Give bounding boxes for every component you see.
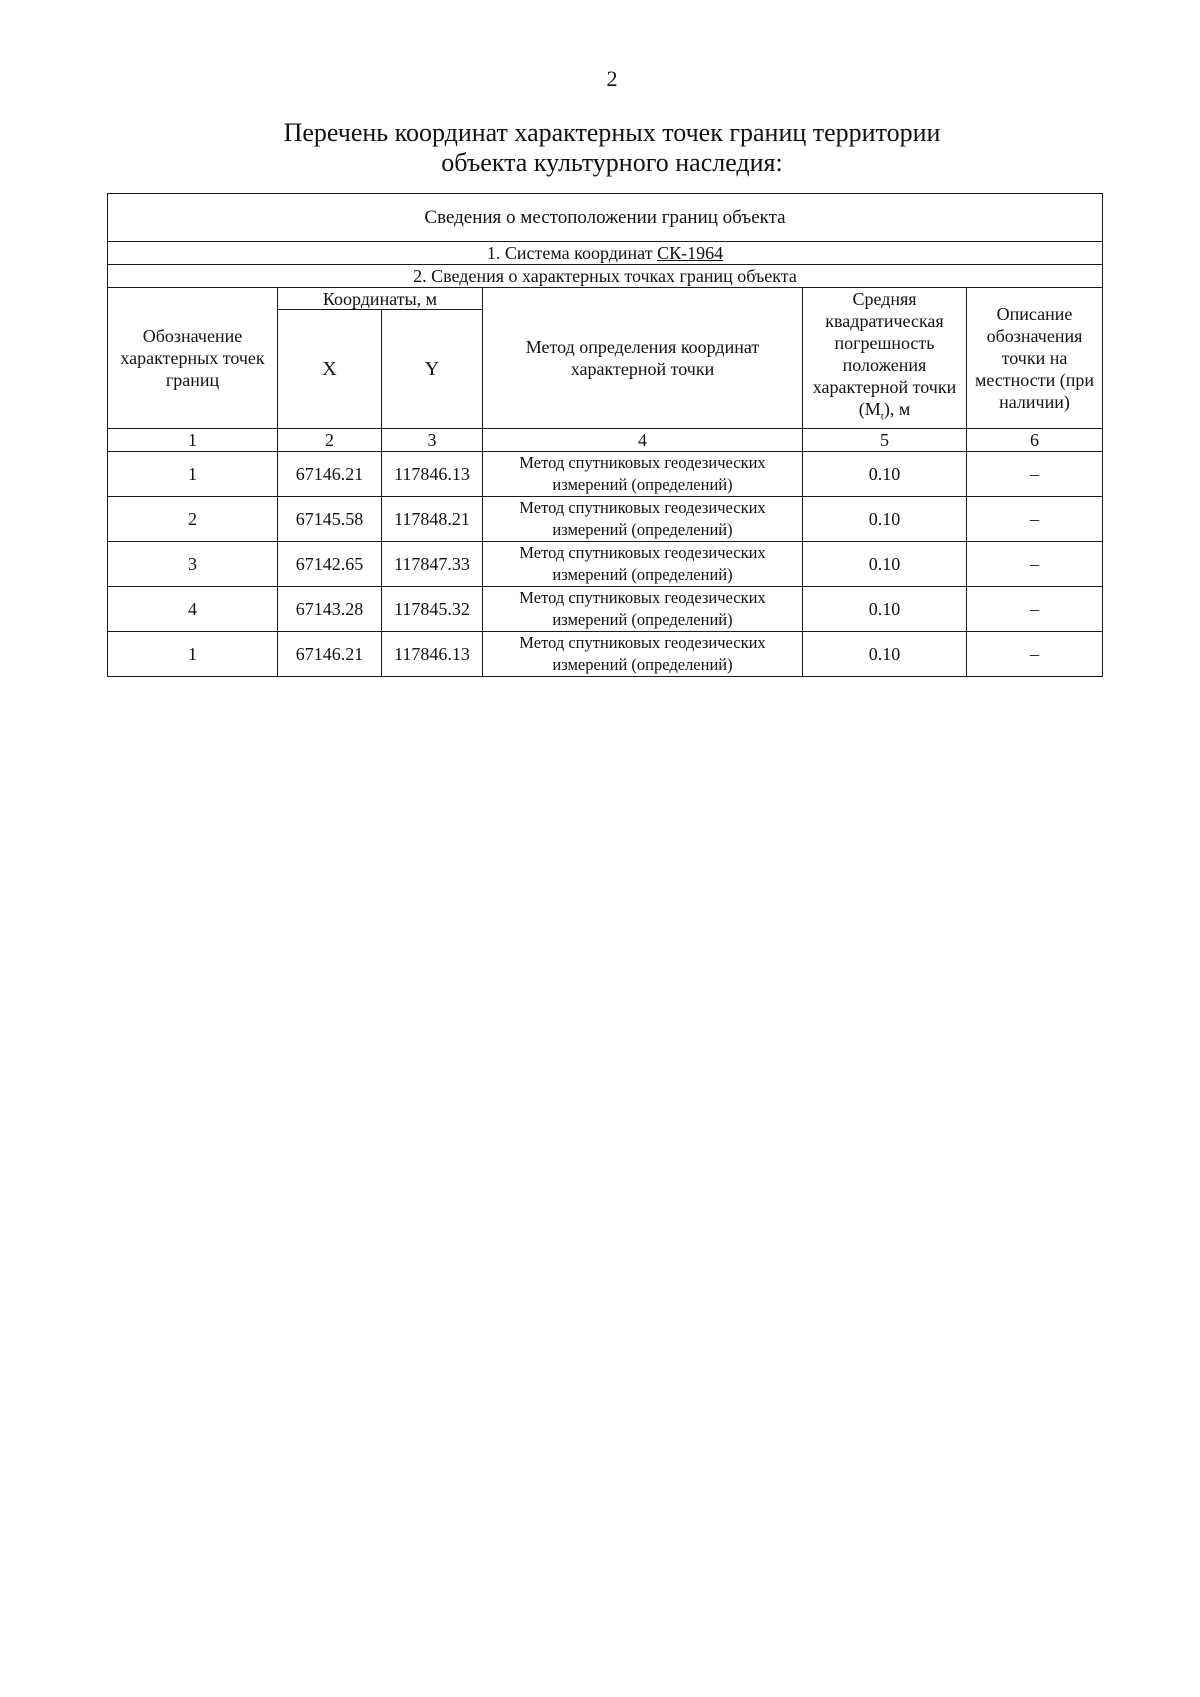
- cell-description: –: [967, 586, 1103, 631]
- page-title-line-1: Перечень координат характерных точек границ территории: [283, 118, 941, 147]
- column-number: 3: [382, 428, 483, 451]
- column-number: 1: [108, 428, 278, 451]
- cell-error: 0.10: [803, 541, 967, 586]
- table-row: [108, 586, 1103, 631]
- table-row: [108, 496, 1103, 541]
- cell-y: 117846.13: [382, 631, 483, 676]
- col-header-designation: Обозначение характерных точек границ: [108, 288, 278, 429]
- cell-method: Метод спутниковых геодезических измерений (определений): [483, 586, 803, 631]
- cell-method: Метод спутниковых геодезических измерений (определений): [483, 541, 803, 586]
- cell-description: –: [967, 541, 1103, 586]
- col-header-method: Метод определения координат характерной точки: [483, 288, 803, 429]
- coord-system-row: [108, 242, 1103, 265]
- col-header-description: Описание обозначения точки на местности (при наличии): [967, 288, 1103, 429]
- column-number: 4: [483, 428, 803, 451]
- coord-system-value: СК-1964: [657, 243, 724, 263]
- cell-description: –: [967, 451, 1103, 496]
- cell-y: 117845.32: [382, 586, 483, 631]
- cell-x: 67146.21: [278, 451, 382, 496]
- points-info-row: 2. Сведения о характерных точках границ объекта: [108, 265, 1103, 288]
- cell-method: Метод спутниковых геодезических измерений (определений): [483, 496, 803, 541]
- cell-description: –: [967, 496, 1103, 541]
- table-row: [108, 541, 1103, 586]
- cell-method: Метод спутниковых геодезических измерений (определений): [483, 451, 803, 496]
- cell-description: –: [967, 631, 1103, 676]
- cell-x: 67143.28: [278, 586, 382, 631]
- cell-error: 0.10: [803, 586, 967, 631]
- col-header-error: Средняя квадратическая погрешность положения характерной точки $(M_t)$, м: [803, 288, 967, 429]
- coordinates-table: [107, 193, 1103, 677]
- column-numbers-row: [108, 428, 1103, 451]
- cell-y: 117848.21: [382, 496, 483, 541]
- cell-point: 1: [108, 451, 278, 496]
- table-header-main: Сведения о местоположении границ объекта: [108, 194, 1103, 242]
- cell-y: 117847.33: [382, 541, 483, 586]
- cell-error: 0.10: [803, 451, 967, 496]
- column-number: 5: [803, 428, 967, 451]
- page-title-line-2: объекта культурного наследия:: [441, 148, 783, 177]
- cell-method: Метод спутниковых геодезических измерений (определений): [483, 631, 803, 676]
- cell-error: 0.10: [803, 631, 967, 676]
- col-header-x: X: [278, 310, 382, 428]
- cell-point: 4: [108, 586, 278, 631]
- column-number: 6: [967, 428, 1103, 451]
- coord-system-label: 1. Система координат: [486, 243, 658, 263]
- cell-x: 67142.65: [278, 541, 382, 586]
- cell-y: 117846.13: [382, 451, 483, 496]
- col-header-coords: Координаты, м: [278, 288, 483, 310]
- cell-point: 1: [108, 631, 278, 676]
- table-row: [108, 451, 1103, 496]
- column-number: 2: [278, 428, 382, 451]
- cell-point: 2: [108, 496, 278, 541]
- page-title: [0, 118, 1200, 178]
- table-row: [108, 631, 1103, 676]
- cell-error: 0.10: [803, 496, 967, 541]
- page-number: 2: [606, 66, 618, 91]
- col-header-y: Y: [382, 310, 483, 428]
- cell-x: 67145.58: [278, 496, 382, 541]
- cell-point: 3: [108, 541, 278, 586]
- cell-x: 67146.21: [278, 631, 382, 676]
